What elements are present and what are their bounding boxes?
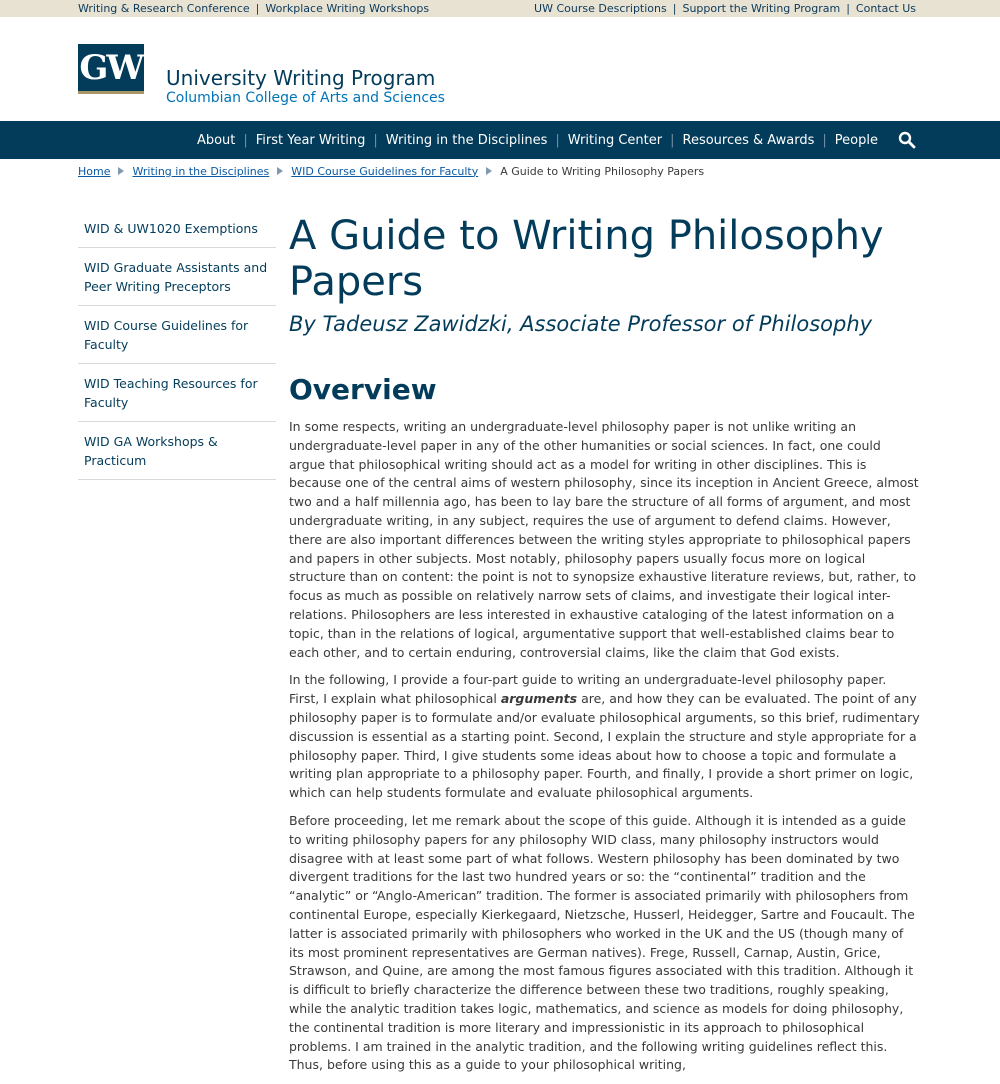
- logo-text: GW: [79, 47, 143, 88]
- search-icon[interactable]: [898, 131, 916, 149]
- breadcrumb-current: A Guide to Writing Philosophy Papers: [500, 164, 705, 178]
- utility-left-links: [78, 0, 429, 17]
- nav-item-writing-center[interactable]: Writing Center: [567, 132, 663, 148]
- paragraph-outline-text: are, and how they can be evaluated. The point of any philosophy paper is to formulate and/or evaluate philosophical arguments, so this brief, rudimentary discussion is essential as a starting point. Second, I explain the structure and style appropriate for a philosophy paper. Third, I give students some ideas about how to choose a topic and formulate a writing plan appropriate to a philosophy paper. Fourth, and finally, I provide a short primer on logic, which can help students formulate and evaluate philosophical arguments.: [289, 691, 920, 801]
- utility-bar: [0, 0, 1000, 17]
- main-nav: [0, 121, 1000, 159]
- utility-link-contact[interactable]: Contact Us: [855, 2, 916, 15]
- main-content: [289, 213, 920, 1084]
- nav-divider: |: [822, 132, 827, 148]
- gw-logo[interactable]: [78, 44, 144, 94]
- utility-link-support[interactable]: Support the Writing Program: [682, 2, 841, 15]
- breadcrumb-arrow-icon: [277, 167, 283, 175]
- utility-link-conference[interactable]: Writing & Research Conference: [78, 2, 250, 15]
- nav-item-about[interactable]: About: [196, 132, 236, 148]
- utility-separator: |: [255, 2, 260, 15]
- article-body: [289, 418, 920, 1075]
- utility-link-workshops[interactable]: Workplace Writing Workshops: [265, 2, 430, 15]
- breadcrumb-link-home[interactable]: Home: [78, 164, 111, 178]
- breadcrumb-arrow-icon: [118, 167, 124, 175]
- program-name[interactable]: University Writing Program: [166, 66, 436, 90]
- utility-right-links: [534, 0, 916, 17]
- college-name[interactable]: Columbian College of Arts and Sciences: [166, 90, 445, 106]
- breadcrumb-link-guidelines[interactable]: WID Course Guidelines for Faculty: [291, 164, 479, 178]
- utility-separator: |: [846, 2, 850, 15]
- nav-divider: |: [373, 132, 378, 148]
- sidebar-item-exemptions[interactable]: WID & UW1020 Exemptions: [78, 209, 276, 248]
- paragraph-outline-text: In the following, I provide a four-part guide to writing an undergraduate-level philosophy paper. First, I explain what philosophical: [289, 672, 887, 707]
- section-heading-overview: Overview: [289, 373, 437, 406]
- site-header: [0, 17, 1000, 121]
- utility-separator: |: [672, 2, 677, 15]
- breadcrumb: [0, 159, 1000, 183]
- sidebar: [78, 209, 276, 480]
- nav-item-first-year-writing[interactable]: First Year Writing: [255, 132, 366, 148]
- nav-item-writing-in-the-disciplines[interactable]: Writing in the Disciplines: [385, 132, 548, 148]
- nav-divider: |: [670, 132, 675, 148]
- emphasis-arguments: arguments: [500, 691, 578, 707]
- paragraph-intro: In some respects, writing an undergraduate-level philosophy paper is not unlike writing an undergraduate-level paper in any of the other humanities or social sciences. In fact, one could argue that philosophical writing should act as a model for writing in other disciplines. This is because one of the central aims of western philosophy, since its inception in Ancient Greece, almost two and a half millennia ago, has been to lay bare the structure of all forms of argument, and most undergraduate writing, in any subject, requires the use of argument to defend claims. However, there are also important differences between the writing styles appropriate to philosophical papers and papers in other subjects. Most notably, philosophy papers usually focus more on logical structure than on content: the point is not to synopsize exhaustive literature reviews, but, rather, to focus as much as possible on relatively narrow sets of claims, and investigate their logical inter-relations. Philosophers are less interested in exhaustive cataloging of the latest information on a topic, than in the relations of logical, argumentative support that well-established claims bear to each other, and to certain enduring, controversial claims, like the claim that God exists.: [289, 419, 919, 660]
- sidebar-item-course-guidelines[interactable]: WID Course Guidelines for Faculty: [78, 306, 276, 364]
- sidebar-item-teaching-resources[interactable]: WID Teaching Resources for Faculty: [78, 364, 276, 422]
- utility-link-course-descriptions[interactable]: UW Course Descriptions: [534, 2, 667, 15]
- sidebar-item-graduate-assistants[interactable]: WID Graduate Assistants and Peer Writing Preceptors: [78, 248, 276, 306]
- paragraph-outline: [289, 671, 920, 803]
- author-byline: By Tadeusz Zawidzki, Associate Professor of Philosophy: [289, 312, 873, 336]
- page-title: A Guide to Writing Philosophy Papers: [289, 213, 884, 305]
- nav-item-resources-awards[interactable]: Resources & Awards: [682, 132, 815, 148]
- paragraph-scope: Before proceeding, let me remark about the scope of this guide. Although it is intended as a guide to writing philosophy papers for any philosophy WID class, many philosophy instructors would disagree with at least some part of what follows. Western philosophy has been dominated by two divergent traditions for the last two hundred years or so: the “continental” tradition and the “analytic” or “Anglo-American” tradition. The former is associated primarily with philosophers from continental Europe, especially Kierkegaard, Nietzsche, Husserl, Heidegger, Sartre and Foucault. The latter is associated primarily with philosophers who worked in the UK and the US (though many of its most prominent representatives are German natives). Frege, Russell, Carnap, Austin, Grice, Strawson, and Quine, are among the most famous figures associated with this tradition. Although it is difficult to briefly characterize the difference between these two traditions, roughly speaking, while the analytic tradition takes logic, mathematics, and science as models for doing philosophy, the continental tradition is more literary and impressionistic in its approach to philosophical problems. I am trained in the analytic tradition, and the following writing guidelines reflect this. Thus, before using this as a guide to your philosophical writing,: [289, 812, 915, 1073]
- breadcrumb-link-wid[interactable]: Writing in the Disciplines: [132, 164, 270, 178]
- nav-divider: |: [243, 132, 248, 148]
- sidebar-item-ga-workshops[interactable]: WID GA Workshops & Practicum: [78, 422, 276, 480]
- nav-item-people[interactable]: People: [834, 132, 878, 148]
- nav-divider: |: [555, 132, 560, 148]
- breadcrumb-arrow-icon: [486, 167, 492, 175]
